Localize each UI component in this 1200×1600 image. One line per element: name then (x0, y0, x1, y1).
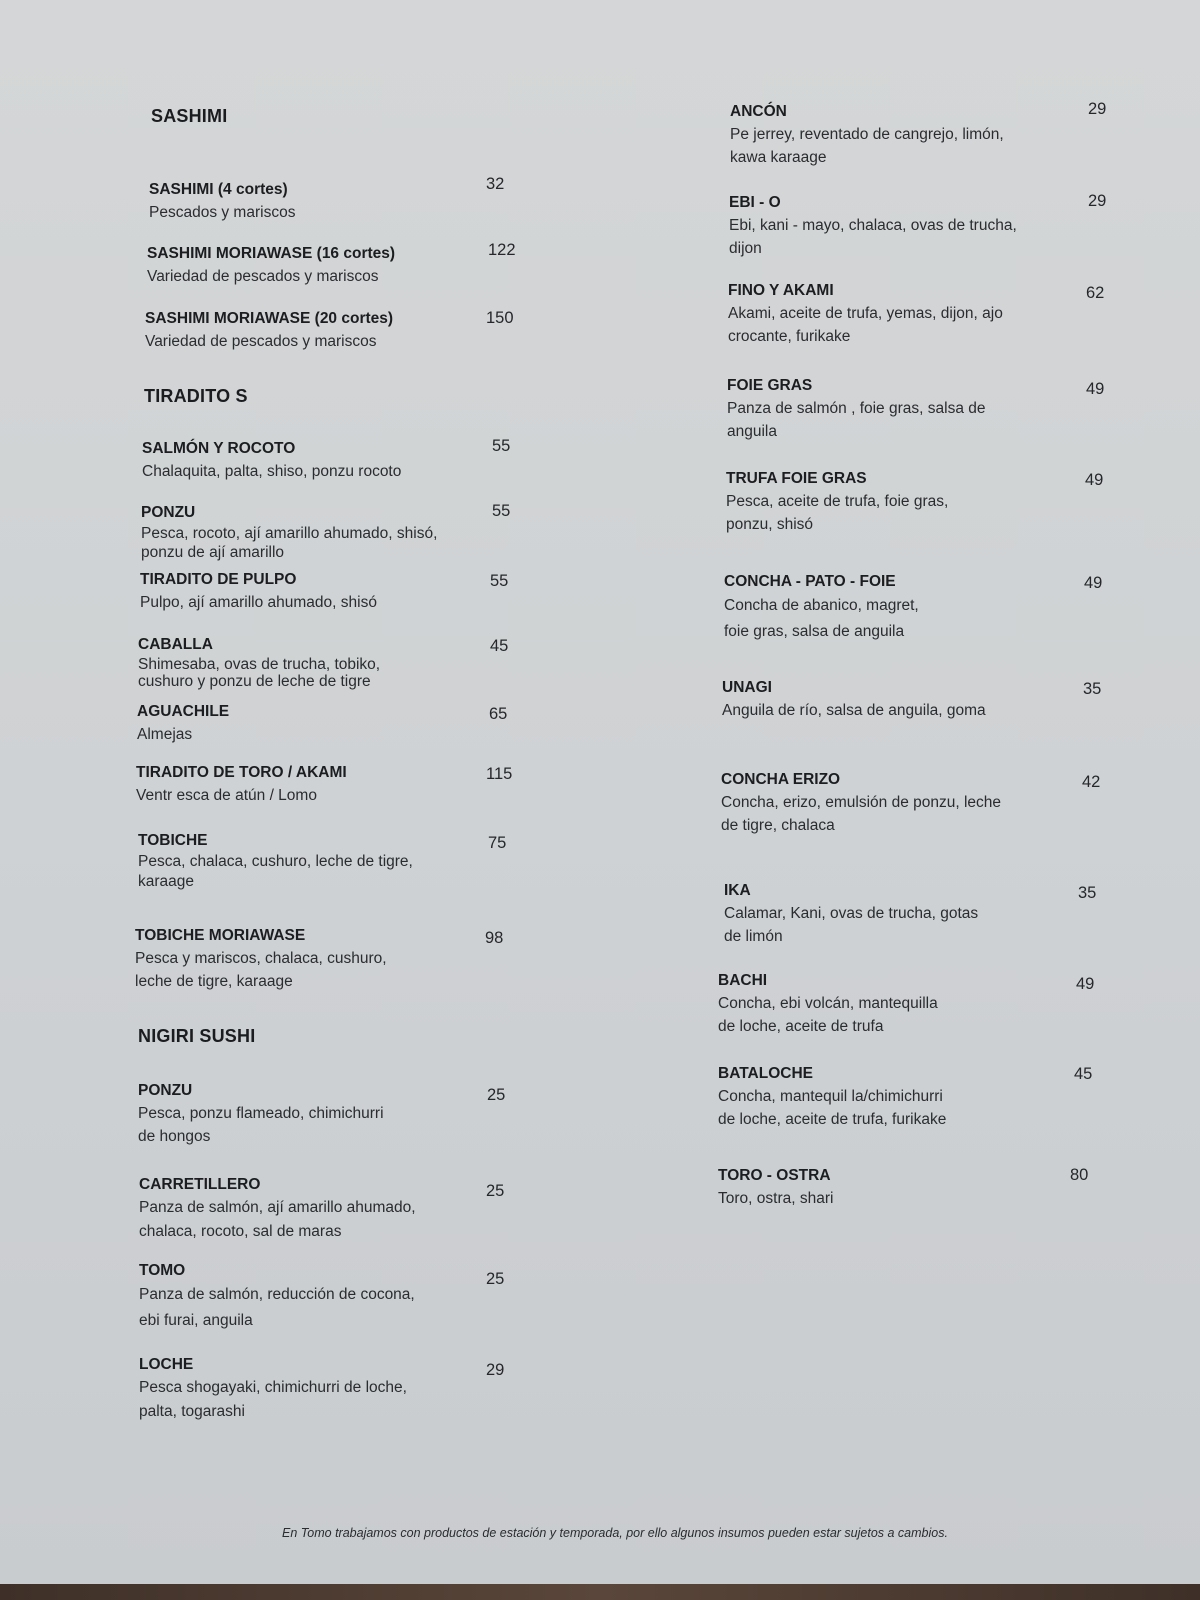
item-name: SALMÓN Y ROCOTO (142, 440, 296, 457)
item-name: TIRADITO DE TORO / AKAMI (136, 764, 347, 781)
menu-item (138, 1080, 384, 1148)
menu-item (138, 830, 413, 892)
menu-item (730, 101, 1004, 169)
item-price: 62 (1086, 284, 1105, 302)
item-name: SASHIMI (4 cortes) (149, 181, 288, 198)
menu-item (141, 502, 437, 562)
menu-item (724, 880, 978, 948)
menu-item (139, 1174, 416, 1244)
item-price: 25 (486, 1182, 505, 1200)
item-price: 80 (1070, 1166, 1089, 1184)
item-price: 35 (1078, 884, 1097, 902)
item-description: Akami, aceite de trufa, yemas, dijon, ajo crocante, furikake (728, 305, 1003, 345)
item-description: Pesca, ponzu flameado, chimichurri de hongos (138, 1105, 384, 1145)
item-description: Chalaquita, palta, shiso, ponzu rocoto (142, 463, 402, 480)
item-description: Pescados y mariscos (149, 204, 296, 221)
item-name: TOBICHE MORIAWASE (135, 927, 306, 944)
item-description: Ebi, kani - mayo, chalaca, ovas de trucha, dijon (729, 217, 1017, 257)
item-price: 29 (486, 1361, 505, 1379)
menu-item (722, 677, 986, 722)
item-description: Panza de salmón, ají amarillo ahumado, chalaca, rocoto, sal de maras (139, 1199, 416, 1240)
item-description: Almejas (137, 726, 193, 743)
item-price: 32 (486, 175, 505, 193)
item-description: Shimesaba, ovas de trucha, tobiko, cushuro y ponzu de leche de tigre (138, 656, 381, 690)
menu-item (140, 569, 377, 614)
menu-item (139, 1260, 415, 1334)
item-name: UNAGI (722, 679, 772, 696)
item-price: 45 (1074, 1065, 1093, 1083)
menu-item (137, 701, 229, 746)
item-description: Pesca, chalaca, cushuro, leche de tigre, karaage (138, 853, 413, 890)
item-name: CARRETILLERO (139, 1176, 261, 1193)
item-name: FINO Y AKAMI (728, 282, 834, 299)
item-name: PONZU (138, 1082, 193, 1099)
menu-item (727, 375, 985, 443)
item-description: Variedad de pescados y mariscos (147, 268, 379, 285)
item-description: Panza de salmón , foie gras, salsa de anguila (727, 400, 986, 440)
item-description: Toro, ostra, shari (718, 1190, 834, 1207)
menu-item (136, 762, 347, 807)
item-name: PONZU (141, 504, 196, 521)
item-name: CONCHA - PATO - FOIE (724, 573, 896, 590)
item-price: 55 (490, 572, 509, 590)
item-name: IKA (724, 882, 751, 899)
menu-item (149, 179, 295, 224)
item-description: Ventr esca de atún / Lomo (136, 787, 317, 804)
item-description: Variedad de pescados y mariscos (145, 333, 377, 350)
menu-item (728, 280, 1003, 348)
item-name: SASHIMI MORIAWASE (16 cortes) (147, 245, 396, 262)
item-name: LOCHE (139, 1356, 194, 1373)
item-description: Anguila de río, salsa de anguila, goma (722, 702, 986, 719)
item-description: Pe jerrey, reventado de cangrejo, limón, kawa karaage (730, 126, 1004, 166)
item-description: Pesca shogayaki, chimichurri de loche, palta, togarashi (139, 1379, 407, 1420)
item-description: Calamar, Kani, ovas de trucha, gotas de limón (724, 905, 979, 945)
item-price: 25 (486, 1270, 505, 1288)
menu-item (721, 769, 1001, 837)
item-name: BACHI (718, 972, 768, 989)
item-description: Concha, erizo, emulsión de ponzu, leche de tigre, chalaca (721, 794, 1002, 834)
item-price: 150 (486, 309, 514, 327)
item-name: FOIE GRAS (727, 377, 813, 394)
item-price: 75 (488, 834, 507, 852)
item-description: Pulpo, ají amarillo ahumado, shisó (140, 594, 377, 611)
menu-item (142, 438, 401, 483)
item-name: CONCHA ERIZO (721, 771, 841, 788)
item-price: 45 (490, 637, 509, 655)
item-description: Pesca y mariscos, chalaca, cushuro, leche de tigre, karaage (135, 950, 387, 990)
footer-note: En Tomo trabajamos con productos de estación y temporada, por ello algunos insumos pueden estar sujetos a cambios. (282, 1526, 948, 1540)
item-price: 49 (1084, 574, 1103, 592)
item-name: BATALOCHE (718, 1065, 813, 1082)
item-price: 55 (492, 502, 511, 520)
item-name: SASHIMI MORIAWASE (20 cortes) (145, 310, 394, 327)
menu-item (718, 1165, 833, 1210)
menu-item (729, 192, 1017, 260)
item-description: Concha, ebi volcán, mantequilla de loche, aceite de trufa (718, 995, 938, 1035)
section-title-sashimi: SASHIMI (151, 106, 228, 126)
item-description: Concha de abanico, magret, foie gras, salsa de anguila (724, 597, 919, 640)
item-name: TORO - OSTRA (718, 1167, 831, 1184)
menu-item (138, 634, 380, 690)
item-price: 25 (487, 1086, 506, 1104)
item-price: 49 (1076, 975, 1095, 993)
item-description: Pesca, aceite de trufa, foie gras, ponzu, shisó (726, 493, 949, 533)
item-name: TRUFA FOIE GRAS (726, 470, 867, 487)
item-description: Panza de salmón, reducción de cocona, ebi furai, anguila (139, 1286, 415, 1329)
section-title-nigiri: NIGIRI SUSHI (138, 1026, 256, 1046)
item-name: CABALLA (138, 636, 213, 653)
menu-item (147, 243, 395, 288)
item-price: 115 (486, 765, 513, 783)
item-name: TIRADITO DE PULPO (140, 571, 297, 588)
item-name: TOMO (139, 1262, 186, 1279)
menu-item (718, 1063, 946, 1131)
item-price: 35 (1083, 680, 1102, 698)
menu-item (135, 925, 387, 993)
item-description: Concha, mantequil la/chimichurri de loche, aceite de trufa, furikake (718, 1088, 947, 1128)
item-price: 55 (492, 437, 511, 455)
menu-item (145, 308, 393, 353)
item-price: 49 (1086, 380, 1105, 398)
item-price: 29 (1088, 100, 1107, 118)
item-name: TOBICHE (138, 832, 208, 849)
item-price: 122 (488, 241, 516, 259)
item-name: AGUACHILE (137, 703, 230, 720)
menu-item (724, 571, 919, 645)
menu-item (718, 970, 938, 1038)
item-price: 98 (485, 929, 504, 947)
table-surface (0, 1584, 1200, 1600)
item-name: ANCÓN (730, 103, 787, 120)
item-price: 29 (1088, 192, 1107, 210)
menu-item (726, 468, 948, 536)
item-price: 65 (489, 705, 508, 723)
item-price: 49 (1085, 471, 1104, 489)
menu-item (139, 1354, 407, 1424)
section-title-tiraditos: TIRADITO S (144, 386, 248, 406)
item-name: EBI - O (729, 194, 781, 211)
item-price: 42 (1082, 773, 1101, 791)
item-description: Pesca, rocoto, ají amarillo ahumado, shisó, ponzu de ají amarillo (141, 525, 438, 561)
